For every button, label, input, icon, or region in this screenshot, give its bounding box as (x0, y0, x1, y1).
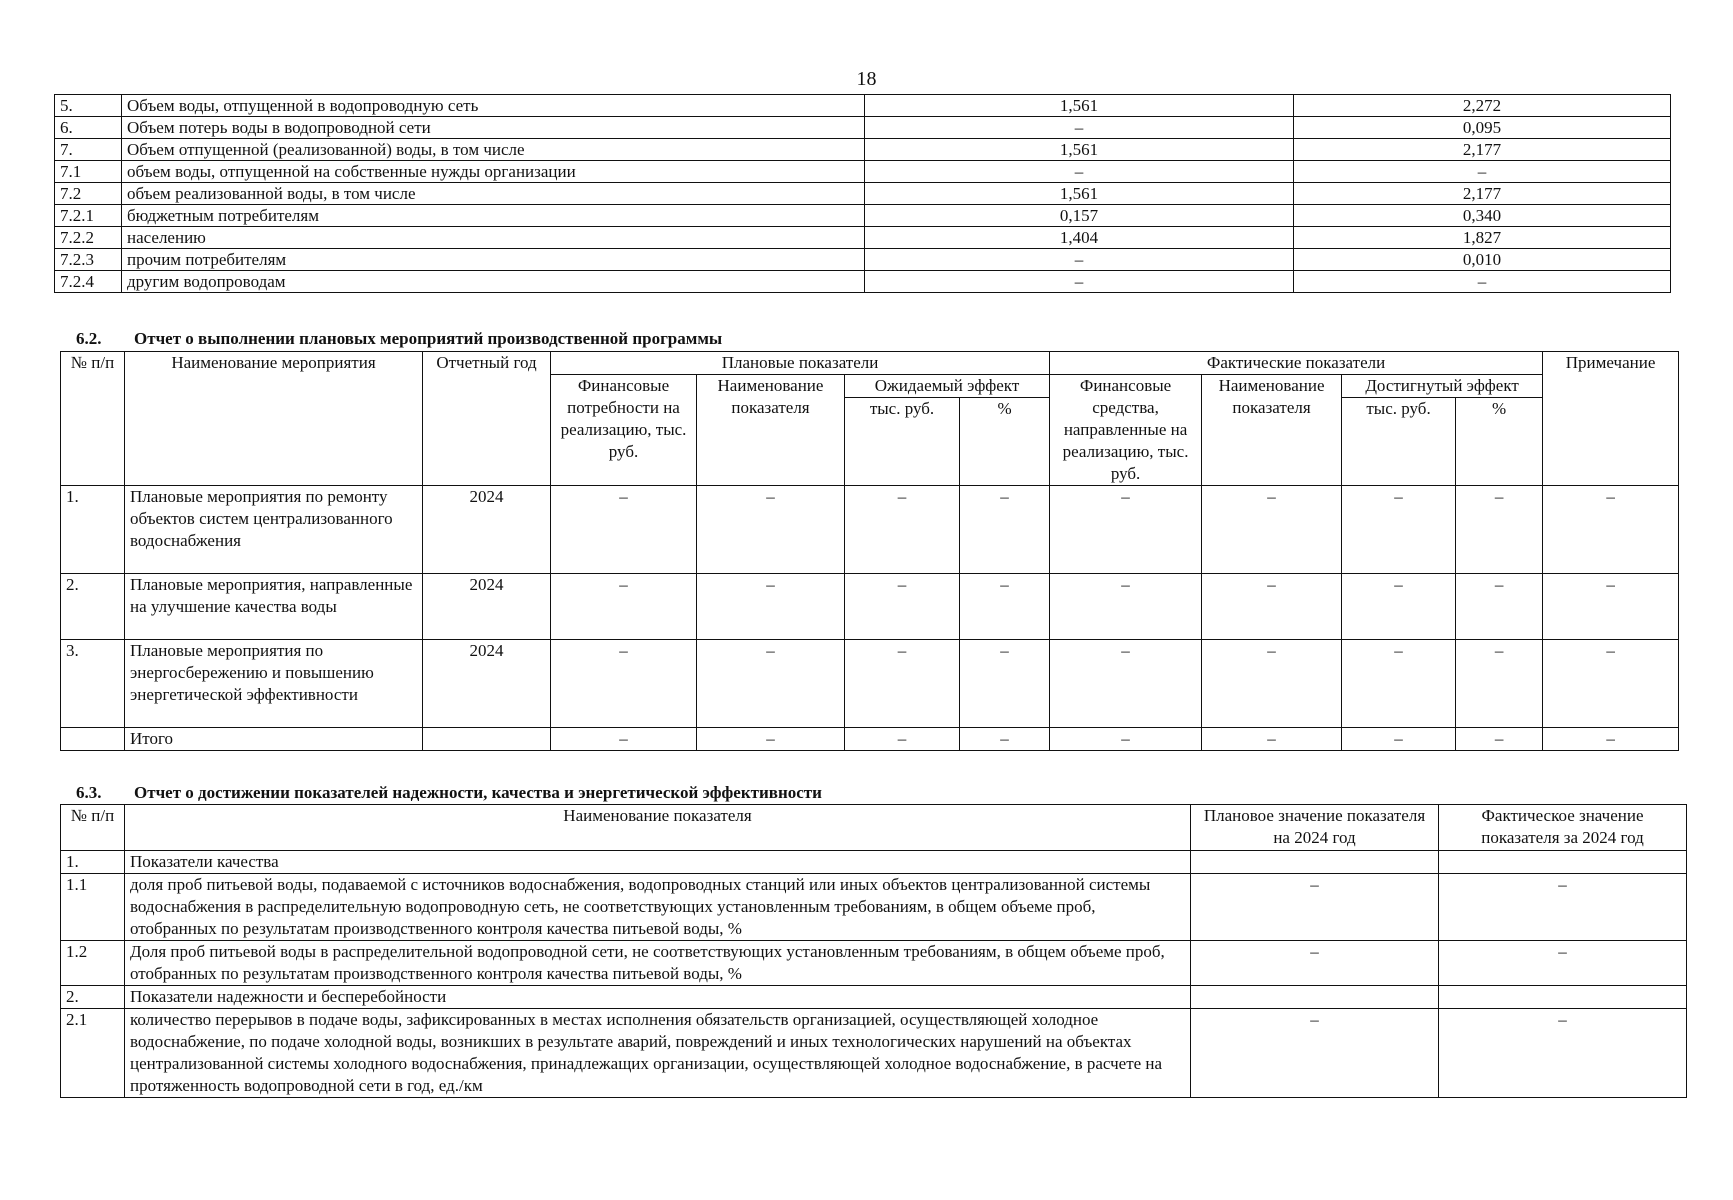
row-name: другим водопроводам (122, 271, 865, 293)
row-number: 7.2.3 (55, 249, 122, 271)
row-plan (1191, 851, 1439, 874)
row-value: – (1543, 640, 1679, 728)
row-value: – (1342, 728, 1456, 751)
table-row (61, 874, 1687, 941)
row-number: 1.1 (61, 874, 125, 941)
table-row (61, 986, 1687, 1009)
row-value: – (697, 640, 845, 728)
row-value-2: 0,010 (1294, 249, 1671, 271)
row-value: – (697, 574, 845, 640)
row-name: Плановые мероприятия по энергосбережению и повышению энергетической эффективности (125, 640, 423, 728)
header-fact-financing: Финансовые средства, направленные на реализацию, тыс. руб. (1050, 375, 1202, 486)
header-fact-effect: Достигнутый эффект (1342, 375, 1543, 398)
section-title: Отчет о достижении показателей надежности, качества и энергетической эффективности (134, 783, 822, 802)
row-value-2: 0,340 (1294, 205, 1671, 227)
row-year: 2024 (423, 640, 551, 728)
row-value: – (845, 486, 960, 574)
row-name: объем воды, отпущенной на собственные нужды организации (122, 161, 865, 183)
table-row (61, 1009, 1687, 1098)
header-plan: Плановое значение показателя на 2024 год (1191, 805, 1439, 851)
planned-measures-table (60, 351, 1679, 751)
header-name: Наименование показателя (125, 805, 1191, 851)
row-number: 7.2.1 (55, 205, 122, 227)
row-value: – (1543, 486, 1679, 574)
row-value: – (960, 574, 1050, 640)
row-value-2: 2,177 (1294, 183, 1671, 205)
table-row (61, 574, 1679, 640)
row-value: – (1050, 574, 1202, 640)
row-plan: – (1191, 941, 1439, 986)
row-number: 3. (61, 640, 125, 728)
row-value-2: 2,177 (1294, 139, 1671, 161)
row-name: Плановые мероприятия по ремонту объектов систем централизованного водоснабжения (125, 486, 423, 574)
row-name: Доля проб питьевой воды в распределительной водопроводной сети, не соответствующих установленным требованиям, в общем объеме проб, отобранных по результатам производственного контроля качества питьевой воды, % (125, 941, 1191, 986)
row-number: 6. (55, 117, 122, 139)
row-value: – (1456, 640, 1543, 728)
row-number: 5. (55, 95, 122, 117)
row-value: – (551, 574, 697, 640)
row-value: – (1050, 728, 1202, 751)
page-number: 18 (856, 68, 877, 90)
row-value: – (1543, 728, 1679, 751)
row-value-1: – (865, 161, 1294, 183)
row-name: доля проб питьевой воды, подаваемой с источников водоснабжения, водопроводных станций или иных объектов централизованной системы водоснабжения в распределительную водопроводную сеть, не соответствующих установленным требованиям, в общем объеме проб, отобранных по результатам производственного контроля качества питьевой воды, % (125, 874, 1191, 941)
row-name: Показатели надежности и бесперебойности (125, 986, 1191, 1009)
row-name: Показатели качества (125, 851, 1191, 874)
table-row (55, 117, 1671, 139)
row-value-2: – (1294, 161, 1671, 183)
row-number: 7.2 (55, 183, 122, 205)
table-row (61, 486, 1679, 574)
header-plan-financing: Финансовые потребности на реализацию, тыс. руб. (551, 375, 697, 486)
row-value: – (960, 728, 1050, 751)
row-number: 7.2.4 (55, 271, 122, 293)
row-value: – (1456, 574, 1543, 640)
table-row (55, 161, 1671, 183)
row-value: – (1202, 640, 1342, 728)
row-value: – (1202, 728, 1342, 751)
section-number: 6.2. (76, 329, 102, 348)
row-number: 7. (55, 139, 122, 161)
row-name: Объем воды, отпущенной в водопроводную сеть (122, 95, 865, 117)
table-row (55, 183, 1671, 205)
row-value-1: 1,561 (865, 139, 1294, 161)
row-number: 2. (61, 574, 125, 640)
row-number: 7.2.2 (55, 227, 122, 249)
row-value-2: 0,095 (1294, 117, 1671, 139)
row-value-1: 0,157 (865, 205, 1294, 227)
row-value: – (1050, 486, 1202, 574)
row-number (61, 728, 125, 751)
row-number: 2. (61, 986, 125, 1009)
row-name: Объем потерь воды в водопроводной сети (122, 117, 865, 139)
row-value: – (551, 728, 697, 751)
row-value-2: 1,827 (1294, 227, 1671, 249)
row-name: Итого (125, 728, 423, 751)
row-value: – (1202, 574, 1342, 640)
row-value: – (697, 728, 845, 751)
row-name: Объем отпущенной (реализованной) воды, в том числе (122, 139, 865, 161)
reliability-quality-table (60, 804, 1687, 1098)
header-fact-rub: тыс. руб. (1342, 398, 1456, 486)
row-fact (1439, 851, 1687, 874)
row-name: объем реализованной воды, в том числе (122, 183, 865, 205)
row-number: 1.2 (61, 941, 125, 986)
water-volume-table (54, 94, 1671, 293)
row-value-1: 1,404 (865, 227, 1294, 249)
table-row (55, 227, 1671, 249)
row-value: – (551, 486, 697, 574)
header-name: Наименование мероприятия (125, 352, 423, 486)
row-value-1: – (865, 117, 1294, 139)
row-plan: – (1191, 874, 1439, 941)
row-value: – (551, 640, 697, 728)
row-value: – (1202, 486, 1342, 574)
row-name: Плановые мероприятия, направленные на улучшение качества воды (125, 574, 423, 640)
row-plan (1191, 986, 1439, 1009)
row-value-2: – (1294, 271, 1671, 293)
row-value-1: 1,561 (865, 95, 1294, 117)
section-6-3-heading (76, 782, 822, 804)
row-value: – (1342, 640, 1456, 728)
header-plan-rub: тыс. руб. (845, 398, 960, 486)
row-value: – (1050, 640, 1202, 728)
row-value: – (960, 640, 1050, 728)
row-value: – (1456, 728, 1543, 751)
table-row (61, 851, 1687, 874)
row-fact (1439, 986, 1687, 1009)
row-fact: – (1439, 941, 1687, 986)
row-value: – (697, 486, 845, 574)
row-value-1: – (865, 271, 1294, 293)
table-row (55, 205, 1671, 227)
header-actual: Фактические показатели (1050, 352, 1543, 375)
row-number: 7.1 (55, 161, 122, 183)
row-name: прочим потребителям (122, 249, 865, 271)
header-fact: Фактическое значение показателя за 2024 год (1439, 805, 1687, 851)
table-row (55, 95, 1671, 117)
row-fact: – (1439, 1009, 1687, 1098)
header-fact-pct: % (1456, 398, 1543, 486)
row-number: 1. (61, 851, 125, 874)
header-planned: Плановые показатели (551, 352, 1050, 375)
section-title: Отчет о выполнении плановых мероприятий производственной программы (134, 329, 723, 348)
row-value: – (1342, 574, 1456, 640)
header-plan-pct: % (960, 398, 1050, 486)
row-name: населению (122, 227, 865, 249)
row-year: 2024 (423, 574, 551, 640)
table-row (61, 640, 1679, 728)
table-row (61, 941, 1687, 986)
row-number: 1. (61, 486, 125, 574)
header-plan-effect: Ожидаемый эффект (845, 375, 1050, 398)
total-row (61, 728, 1679, 751)
row-value: – (845, 640, 960, 728)
header-row (61, 352, 1679, 375)
table-row (55, 139, 1671, 161)
header-row (61, 805, 1687, 851)
section-6-2-heading (76, 328, 722, 350)
section-number: 6.3. (76, 783, 102, 802)
row-fact: – (1439, 874, 1687, 941)
row-name: бюджетным потребителям (122, 205, 865, 227)
row-value: – (845, 728, 960, 751)
row-number: 2.1 (61, 1009, 125, 1098)
row-plan: – (1191, 1009, 1439, 1098)
header-year: Отчетный год (423, 352, 551, 486)
row-value: – (845, 574, 960, 640)
table-row (55, 271, 1671, 293)
header-num: № п/п (61, 805, 125, 851)
row-name: количество перерывов в подаче воды, зафиксированных в местах исполнения обязательств организацией, осуществляющей холодное водоснабжение, по подаче холодной воды, возникших в результате аварий, повреждений и иных технологических нарушений на объектах централизованной системы холодного водоснабжения, принадлежащих организации, осуществляющей холодное водоснабжение, в расчете на протяженность водопроводной сети в год, ед./км (125, 1009, 1191, 1098)
row-value: – (1456, 486, 1543, 574)
header-note: Примечание (1543, 352, 1679, 486)
header-plan-indicator: Наименование показателя (697, 375, 845, 486)
row-value: – (1543, 574, 1679, 640)
row-value: – (1342, 486, 1456, 574)
row-value-1: – (865, 249, 1294, 271)
header-fact-indicator: Наименование показателя (1202, 375, 1342, 486)
header-num: № п/п (61, 352, 125, 486)
table-row (55, 249, 1671, 271)
row-value-1: 1,561 (865, 183, 1294, 205)
row-value-2: 2,272 (1294, 95, 1671, 117)
row-value: – (960, 486, 1050, 574)
row-year (423, 728, 551, 751)
row-year: 2024 (423, 486, 551, 574)
